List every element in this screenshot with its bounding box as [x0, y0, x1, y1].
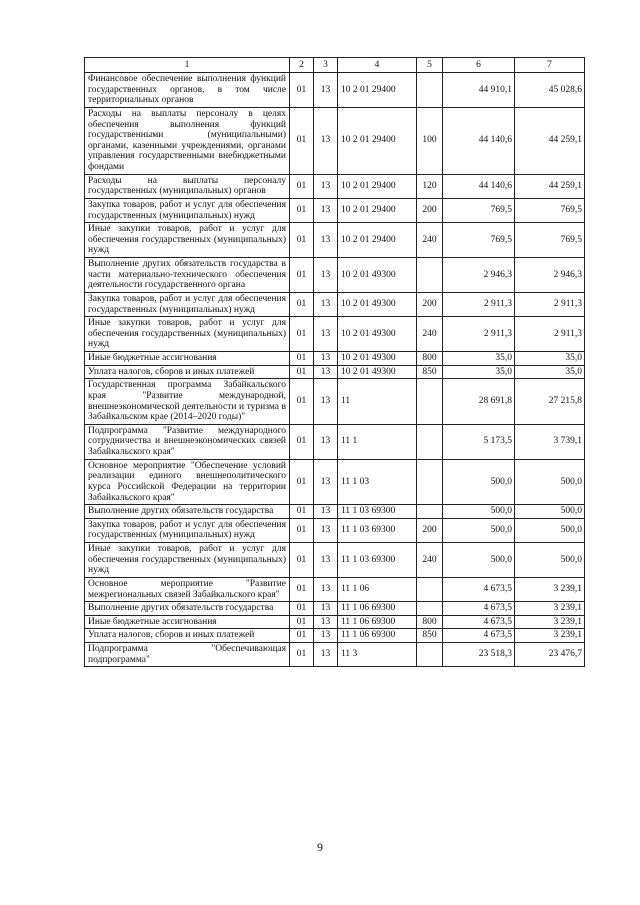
subsection-code: 13 — [314, 615, 338, 629]
table-row — [85, 174, 585, 198]
row-name: Иные закупки товаров, работ и услуг для обеспечения государственных (муниципальных) нужд — [85, 543, 290, 578]
expense-type-code: 120 — [417, 174, 443, 198]
target-article-code: 11 1 — [338, 424, 417, 459]
amount-year-2: 500,0 — [515, 518, 585, 542]
section-code: 01 — [290, 643, 314, 667]
section-code: 01 — [290, 615, 314, 629]
target-article-code: 11 — [338, 379, 417, 425]
row-name: Основное мероприятие "Развитие межрегиональных связей Забайкальского края" — [85, 577, 290, 601]
target-article-code: 11 1 06 69300 — [338, 602, 417, 616]
amount-year-1: 44 140,6 — [443, 174, 515, 198]
amount-year-2: 45 028,6 — [515, 73, 585, 108]
section-code: 01 — [290, 459, 314, 505]
row-name: Закупка товаров, работ и услуг для обеспечения государственных (муниципальных) нужд — [85, 198, 290, 222]
target-article-code: 10 2 01 29400 — [338, 73, 417, 108]
target-article-code: 11 1 06 69300 — [338, 615, 417, 629]
row-name: Уплата налогов, сборов и иных платежей — [85, 629, 290, 643]
amount-year-1: 500,0 — [443, 543, 515, 578]
section-code: 01 — [290, 223, 314, 258]
amount-year-1: 500,0 — [443, 459, 515, 505]
amount-year-1: 44 910,1 — [443, 73, 515, 108]
target-article-code: 10 2 01 49300 — [338, 352, 417, 366]
expense-type-code — [417, 602, 443, 616]
section-code: 01 — [290, 577, 314, 601]
amount-year-2: 500,0 — [515, 543, 585, 578]
expense-type-code: 200 — [417, 198, 443, 222]
table-row — [85, 643, 585, 667]
subsection-code: 13 — [314, 602, 338, 616]
subsection-code: 13 — [314, 629, 338, 643]
table-row — [85, 352, 585, 366]
row-name: Расходы на выплаты персоналу государственных (муниципальных) органов — [85, 174, 290, 198]
amount-year-2: 769,5 — [515, 223, 585, 258]
expense-type-code: 850 — [417, 629, 443, 643]
amount-year-2: 500,0 — [515, 505, 585, 519]
table-row — [85, 629, 585, 643]
amount-year-2: 3 239,1 — [515, 577, 585, 601]
expense-type-code: 200 — [417, 518, 443, 542]
amount-year-1: 4 673,5 — [443, 577, 515, 601]
amount-year-2: 3 239,1 — [515, 615, 585, 629]
amount-year-2: 769,5 — [515, 198, 585, 222]
amount-year-1: 2 911,3 — [443, 317, 515, 352]
row-name: Расходы на выплаты персоналу в целях обеспечения выполнения функций государственными (муниципальными) органами, казенными учреждениями, органами управления государственными внебюджетными фондами — [85, 107, 290, 174]
row-name: Основное мероприятие "Обеспечение условий реализации единого внешнеполитического курса Российской Федерации на территории Забайкальского края" — [85, 459, 290, 505]
row-name: Государственная программа Забайкальского края "Развитие международной, внешнеэкономической деятельности и туризма в Забайкальском крае (2014–2020 годы)" — [85, 379, 290, 425]
subsection-code: 13 — [314, 379, 338, 425]
amount-year-2: 3 239,1 — [515, 602, 585, 616]
row-name: Иные закупки товаров, работ и услуг для обеспечения государственных (муниципальных) нужд — [85, 317, 290, 352]
row-name: Иные закупки товаров, работ и услуг для обеспечения государственных (муниципальных) нужд — [85, 223, 290, 258]
section-code: 01 — [290, 292, 314, 316]
row-name: Выполнение других обязательств государства — [85, 602, 290, 616]
expense-type-code: 100 — [417, 107, 443, 174]
expense-type-code — [417, 459, 443, 505]
target-article-code: 11 1 03 69300 — [338, 543, 417, 578]
expense-type-code — [417, 258, 443, 293]
subsection-code: 13 — [314, 73, 338, 108]
table-row — [85, 424, 585, 459]
section-code: 01 — [290, 518, 314, 542]
section-code: 01 — [290, 543, 314, 578]
subsection-code: 13 — [314, 424, 338, 459]
expense-type-code — [417, 577, 443, 601]
section-code: 01 — [290, 505, 314, 519]
amount-year-1: 5 173,5 — [443, 424, 515, 459]
table-row — [85, 615, 585, 629]
expense-type-code — [417, 424, 443, 459]
target-article-code: 11 1 06 — [338, 577, 417, 601]
table-row — [85, 73, 585, 108]
section-code: 01 — [290, 424, 314, 459]
table-row — [85, 107, 585, 174]
section-code: 01 — [290, 629, 314, 643]
expense-type-code: 240 — [417, 317, 443, 352]
header-cell: 3 — [314, 58, 338, 73]
amount-year-1: 2 946,3 — [443, 258, 515, 293]
expense-type-code — [417, 73, 443, 108]
table-row — [85, 292, 585, 316]
row-name: Выполнение других обязательств государства в части материально-технического обеспечения деятельности государственного органа — [85, 258, 290, 293]
amount-year-2: 3 739,1 — [515, 424, 585, 459]
subsection-code: 13 — [314, 518, 338, 542]
table-row — [85, 518, 585, 542]
amount-year-1: 500,0 — [443, 518, 515, 542]
target-article-code: 10 2 01 29400 — [338, 223, 417, 258]
section-code: 01 — [290, 174, 314, 198]
amount-year-2: 2 911,3 — [515, 317, 585, 352]
table-row — [85, 602, 585, 616]
table-row — [85, 365, 585, 379]
subsection-code: 13 — [314, 352, 338, 366]
amount-year-2: 44 259,1 — [515, 107, 585, 174]
subsection-code: 13 — [314, 198, 338, 222]
amount-year-2: 500,0 — [515, 459, 585, 505]
table-row — [85, 223, 585, 258]
subsection-code: 13 — [314, 258, 338, 293]
amount-year-2: 44 259,1 — [515, 174, 585, 198]
section-code: 01 — [290, 107, 314, 174]
section-code: 01 — [290, 258, 314, 293]
target-article-code: 11 1 06 69300 — [338, 629, 417, 643]
row-name: Закупка товаров, работ и услуг для обеспечения государственных (муниципальных) нужд — [85, 292, 290, 316]
subsection-code: 13 — [314, 317, 338, 352]
amount-year-1: 4 673,5 — [443, 629, 515, 643]
amount-year-2: 23 476,7 — [515, 643, 585, 667]
amount-year-1: 23 518,3 — [443, 643, 515, 667]
expense-type-code: 240 — [417, 543, 443, 578]
section-code: 01 — [290, 73, 314, 108]
row-name: Закупка товаров, работ и услуг для обеспечения государственных (муниципальных) нужд — [85, 518, 290, 542]
header-cell: 1 — [85, 58, 290, 73]
row-name: Уплата налогов, сборов и иных платежей — [85, 365, 290, 379]
table-row — [85, 379, 585, 425]
amount-year-2: 35,0 — [515, 352, 585, 366]
subsection-code: 13 — [314, 365, 338, 379]
expense-type-code — [417, 379, 443, 425]
subsection-code: 13 — [314, 174, 338, 198]
subsection-code: 13 — [314, 577, 338, 601]
target-article-code: 11 1 03 69300 — [338, 518, 417, 542]
amount-year-1: 500,0 — [443, 505, 515, 519]
subsection-code: 13 — [314, 292, 338, 316]
header-cell: 7 — [515, 58, 585, 73]
row-name: Подпрограмма "Обеспечивающая подпрограмма" — [85, 643, 290, 667]
row-name: Иные бюджетные ассигнования — [85, 615, 290, 629]
target-article-code: 11 1 03 69300 — [338, 505, 417, 519]
amount-year-1: 2 911,3 — [443, 292, 515, 316]
amount-year-2: 3 239,1 — [515, 629, 585, 643]
target-article-code: 11 1 03 — [338, 459, 417, 505]
subsection-code: 13 — [314, 643, 338, 667]
table-row — [85, 543, 585, 578]
table-row — [85, 258, 585, 293]
table-row — [85, 317, 585, 352]
target-article-code: 10 2 01 29400 — [338, 107, 417, 174]
amount-year-2: 2 911,3 — [515, 292, 585, 316]
table-row — [85, 459, 585, 505]
amount-year-1: 4 673,5 — [443, 602, 515, 616]
section-code: 01 — [290, 317, 314, 352]
amount-year-1: 44 140,6 — [443, 107, 515, 174]
expense-type-code: 200 — [417, 292, 443, 316]
amount-year-1: 4 673,5 — [443, 615, 515, 629]
amount-year-2: 2 946,3 — [515, 258, 585, 293]
page-number: 9 — [317, 840, 323, 854]
target-article-code: 10 2 01 49300 — [338, 292, 417, 316]
amount-year-1: 769,5 — [443, 223, 515, 258]
table-row — [85, 198, 585, 222]
section-code: 01 — [290, 198, 314, 222]
section-code: 01 — [290, 365, 314, 379]
amount-year-2: 35,0 — [515, 365, 585, 379]
target-article-code: 10 2 01 49300 — [338, 317, 417, 352]
row-name: Подпрограмма "Развитие международного сотрудничества и внешнеэкономических связей Забайкальского края" — [85, 424, 290, 459]
section-code: 01 — [290, 602, 314, 616]
section-code: 01 — [290, 352, 314, 366]
header-cell: 4 — [338, 58, 417, 73]
expense-type-code — [417, 643, 443, 667]
amount-year-1: 35,0 — [443, 352, 515, 366]
subsection-code: 13 — [314, 505, 338, 519]
row-name: Иные бюджетные ассигнования — [85, 352, 290, 366]
expense-type-code — [417, 505, 443, 519]
table-row — [85, 577, 585, 601]
subsection-code: 13 — [314, 107, 338, 174]
expense-type-code: 240 — [417, 223, 443, 258]
subsection-code: 13 — [314, 543, 338, 578]
expense-type-code: 800 — [417, 615, 443, 629]
section-code: 01 — [290, 379, 314, 425]
target-article-code: 10 2 01 29400 — [338, 174, 417, 198]
header-cell: 2 — [290, 58, 314, 73]
amount-year-1: 28 691,8 — [443, 379, 515, 425]
table-row — [85, 505, 585, 519]
row-name: Выполнение других обязательств государства — [85, 505, 290, 519]
amount-year-2: 27 215,8 — [515, 379, 585, 425]
header-cell: 6 — [443, 58, 515, 73]
table-header-row — [85, 58, 585, 73]
header-cell: 5 — [417, 58, 443, 73]
subsection-code: 13 — [314, 223, 338, 258]
target-article-code: 10 2 01 49300 — [338, 365, 417, 379]
amount-year-1: 35,0 — [443, 365, 515, 379]
amount-year-1: 769,5 — [443, 198, 515, 222]
row-name: Финансовое обеспечение выполнения функций государственных органов, в том числе территориальных органов — [85, 73, 290, 108]
target-article-code: 10 2 01 29400 — [338, 198, 417, 222]
expense-type-code: 850 — [417, 365, 443, 379]
budget-table — [84, 57, 585, 667]
subsection-code: 13 — [314, 459, 338, 505]
target-article-code: 11 3 — [338, 643, 417, 667]
target-article-code: 10 2 01 49300 — [338, 258, 417, 293]
expense-type-code: 800 — [417, 352, 443, 366]
